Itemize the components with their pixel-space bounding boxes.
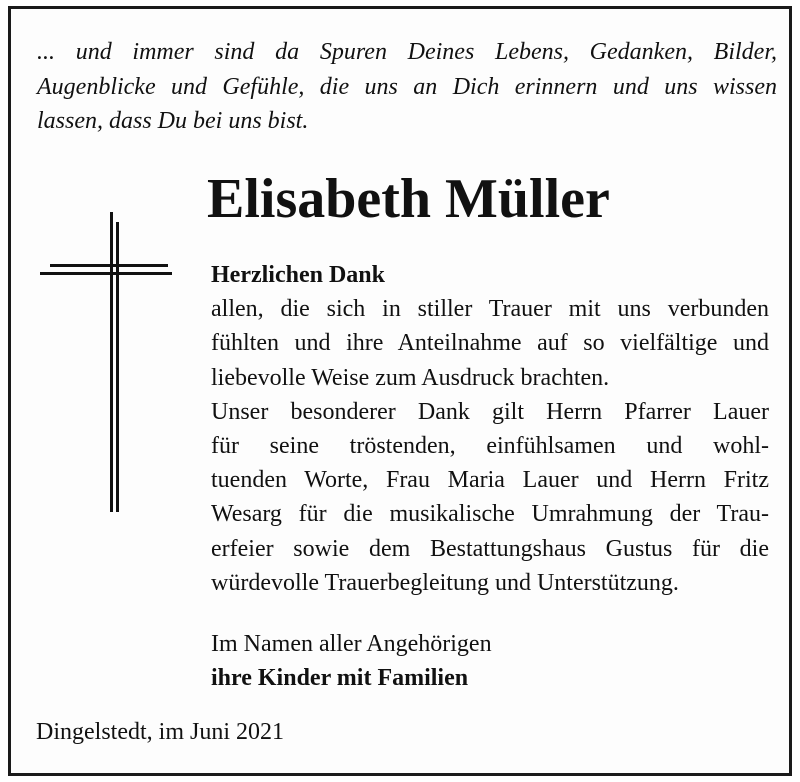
place-date: Dingelstedt, im Juni 2021 [36,719,284,745]
thanks-heading: Herzlichen Dank [211,262,385,288]
deceased-name: Elisabeth Müller [207,168,610,230]
quote-line: Augenblicke und Gefühle, die uns an Dich erinnern und uns wissen [37,73,777,100]
thanks-text [211,258,769,600]
quote-line: ... und immer sind da Spuren Deines Lebens, Gedanken, Bilder, [37,39,777,65]
body-line: fühlten und ihre Anteilnahme auf so vielfältige und [211,330,769,357]
body-line: würdevolle Trauerbegleitung und Unterstützung. [211,569,679,596]
body-line: liebevolle Weise zum Ausdruck brachten. [211,364,610,391]
body-line: Wesarg für die musikalische Umrahmung der Trau- [211,501,769,528]
signature-intro: Im Namen aller Angehörigen [211,631,492,657]
signature-block [211,627,771,695]
memorial-quote [37,35,777,139]
signature-family: ihre Kinder mit Familien [211,665,469,691]
body-line: Unser besonderer Dank gilt Herrn Pfarrer Lauer [211,398,769,425]
obituary-card [8,6,792,776]
quote-line: lassen, dass Du bei uns bist. [37,108,309,134]
body-line: allen, die sich in stiller Trauer mit uns verbunden [211,296,769,323]
body-line: erfeier sowie dem Bestattungshaus Gustus für die [211,535,769,562]
body-line: tuenden Worte, Frau Maria Lauer und Herrn Fritz [211,467,769,494]
body-line: für seine tröstenden, einfühlsamen und wohl- [211,433,769,460]
cross-icon [40,212,172,512]
